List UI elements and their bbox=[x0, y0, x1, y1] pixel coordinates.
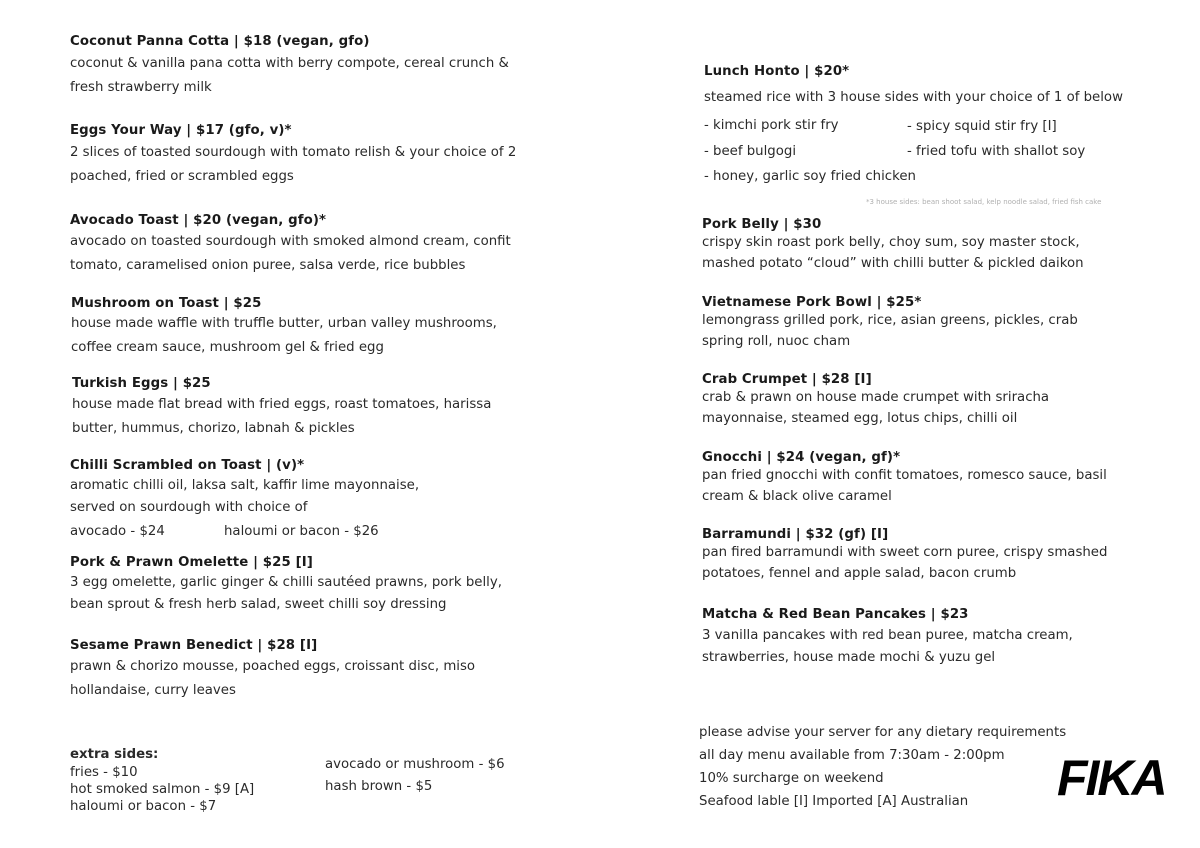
menu-item-desc: fresh strawberry milk bbox=[70, 80, 212, 95]
menu-item-title: Lunch Honto | $20* bbox=[704, 64, 850, 79]
menu-item-title: Crab Crumpet | $28 [I] bbox=[702, 372, 872, 387]
menu-item-desc: avocado on toasted sourdough with smoked almond cream, confit bbox=[70, 234, 511, 249]
menu-item-pork-prawn-omelette bbox=[70, 555, 502, 616]
menu-item-lunch-honto bbox=[704, 62, 1123, 108]
menu-item-desc: spring roll, nuoc cham bbox=[702, 333, 851, 349]
extra-side-item: fries - $10 bbox=[70, 765, 138, 780]
menu-item-title: Eggs Your Way | $17 (gfo, v)* bbox=[70, 123, 292, 138]
menu-item-desc: 3 egg omelette, garlic ginger & chilli sautéed prawns, pork belly, bbox=[70, 575, 502, 590]
extra-side-item: hash brown - $5 bbox=[325, 779, 433, 794]
option-avocado-price: avocado - $24 bbox=[70, 524, 165, 539]
menu-item-title: Sesame Prawn Benedict | $28 [I] bbox=[70, 638, 318, 653]
honto-option: - fried tofu with shallot soy bbox=[907, 144, 1086, 159]
menu-item-desc: bean sprout & fresh herb salad, sweet chilli soy dressing bbox=[70, 597, 447, 612]
menu-item-avocado-toast bbox=[70, 213, 511, 278]
menu-item-crab-crumpet bbox=[702, 372, 1049, 429]
menu-item-title: Gnocchi | $24 (vegan, gf)* bbox=[702, 450, 901, 465]
extra-side-item: avocado or mushroom - $6 bbox=[325, 757, 505, 772]
menu-item-desc: prawn & chorizo mousse, poached eggs, croissant disc, miso bbox=[70, 659, 476, 674]
honto-option: - kimchi pork stir fry bbox=[704, 118, 839, 133]
menu-item-desc: coffee cream sauce, mushroom gel & fried egg bbox=[71, 340, 384, 355]
extra-side-item: hot smoked salmon - $9 [A] bbox=[70, 782, 255, 797]
extra-sides-col2 bbox=[325, 754, 505, 798]
honto-sides-note: *3 house sides: bean shoot salad, kelp noodle salad, fried fish cake bbox=[866, 198, 1102, 206]
menu-item-desc: coconut & vanilla pana cotta with berry compote, cereal crunch & bbox=[70, 56, 509, 71]
menu-item-title: Pork & Prawn Omelette | $25 [I] bbox=[70, 555, 313, 570]
menu-item-desc: aromatic chilli oil, laksa salt, kaffir lime mayonnaise, bbox=[70, 478, 420, 493]
extra-side-item: haloumi or bacon - $7 bbox=[70, 799, 217, 814]
menu-item-title: Mushroom on Toast | $25 bbox=[71, 296, 262, 311]
menu-item-title: Vietnamese Pork Bowl | $25* bbox=[702, 295, 922, 310]
menu-item-desc: mashed potato “cloud” with chilli butter & pickled daikon bbox=[702, 255, 1084, 271]
menu-item-title: Avocado Toast | $20 (vegan, gfo)* bbox=[70, 213, 327, 228]
menu-item-chilli-scrambled bbox=[70, 458, 419, 519]
menu-item-coconut-panna-cotta bbox=[70, 34, 509, 100]
footer-notes bbox=[699, 721, 1066, 813]
footer-note: Seafood lable [I] Imported [A] Australian bbox=[699, 794, 969, 809]
menu-item-matcha-pancakes bbox=[702, 607, 1073, 669]
extra-sides bbox=[70, 746, 254, 815]
option-haloumi-bacon-price: haloumi or bacon - $26 bbox=[224, 524, 379, 539]
menu-item-eggs-your-way bbox=[70, 123, 516, 189]
menu-item-title: Chilli Scrambled on Toast | (v)* bbox=[70, 458, 305, 473]
menu-item-desc: house made waffle with truffle butter, urban valley mushrooms, bbox=[71, 316, 497, 331]
footer-note: 10% surcharge on weekend bbox=[699, 771, 884, 786]
menu-item-desc: pan fired barramundi with sweet corn puree, crispy smashed bbox=[702, 545, 1108, 560]
fika-logo: FIKA bbox=[1057, 750, 1166, 806]
menu-item-gnocchi bbox=[702, 450, 1107, 507]
menu-item-desc: potatoes, fennel and apple salad, bacon crumb bbox=[702, 565, 1017, 581]
menu-item-desc: poached, fried or scrambled eggs bbox=[70, 169, 294, 184]
honto-option: - beef bulgogi bbox=[704, 144, 797, 159]
menu-item-barramundi bbox=[702, 527, 1107, 584]
menu-item-sesame-prawn-benedict bbox=[70, 638, 475, 703]
honto-option: - honey, garlic soy fried chicken bbox=[704, 169, 916, 184]
menu-item-mushroom-on-toast bbox=[71, 296, 497, 360]
menu-item-desc: butter, hummus, chorizo, labnah & pickles bbox=[72, 421, 355, 436]
menu-item-desc: 2 slices of toasted sourdough with tomato relish & your choice of 2 bbox=[70, 145, 517, 160]
menu-item-desc: crispy skin roast pork belly, choy sum, soy master stock, bbox=[702, 235, 1080, 250]
menu-item-turkish-eggs bbox=[72, 376, 491, 441]
menu-item-desc: house made flat bread with fried eggs, roast tomatoes, harissa bbox=[72, 397, 492, 412]
menu-item-desc: served on sourdough with choice of bbox=[70, 500, 308, 515]
menu-item-desc: steamed rice with 3 house sides with your choice of 1 of below bbox=[704, 90, 1123, 105]
footer-note: all day menu available from 7:30am - 2:00pm bbox=[699, 748, 1005, 763]
menu-item-desc: 3 vanilla pancakes with red bean puree, matcha cream, bbox=[702, 628, 1073, 643]
menu-item-desc: strawberries, house made mochi & yuzu gel bbox=[702, 650, 996, 665]
extra-sides-title: extra sides: bbox=[70, 747, 159, 762]
menu-item-title: Barramundi | $32 (gf) [I] bbox=[702, 527, 889, 542]
menu-item-desc: mayonnaise, steamed egg, lotus chips, chilli oil bbox=[702, 410, 1018, 426]
menu-item-desc: lemongrass grilled pork, rice, asian greens, pickles, crab bbox=[702, 313, 1078, 328]
menu-item-desc: tomato, caramelised onion puree, salsa verde, rice bubbles bbox=[70, 258, 466, 273]
footer-note: please advise your server for any dietary requirements bbox=[699, 725, 1067, 740]
menu-item-vietnamese-pork-bowl bbox=[702, 295, 1078, 352]
menu-item-title: Pork Belly | $30 bbox=[702, 217, 822, 232]
honto-option: - spicy squid stir fry [I] bbox=[907, 119, 1057, 134]
menu-item-title: Matcha & Red Bean Pancakes | $23 bbox=[702, 607, 969, 622]
menu-item-title: Turkish Eggs | $25 bbox=[72, 376, 211, 391]
menu-item-title: Coconut Panna Cotta | $18 (vegan, gfo) bbox=[70, 34, 370, 49]
menu-item-desc: hollandaise, curry leaves bbox=[70, 683, 236, 698]
menu-item-desc: crab & prawn on house made crumpet with sriracha bbox=[702, 390, 1050, 405]
menu-item-pork-belly bbox=[702, 217, 1084, 274]
menu-item-desc: pan fried gnocchi with confit tomatoes, romesco sauce, basil bbox=[702, 468, 1107, 483]
menu-item-desc: cream & black olive caramel bbox=[702, 488, 892, 504]
